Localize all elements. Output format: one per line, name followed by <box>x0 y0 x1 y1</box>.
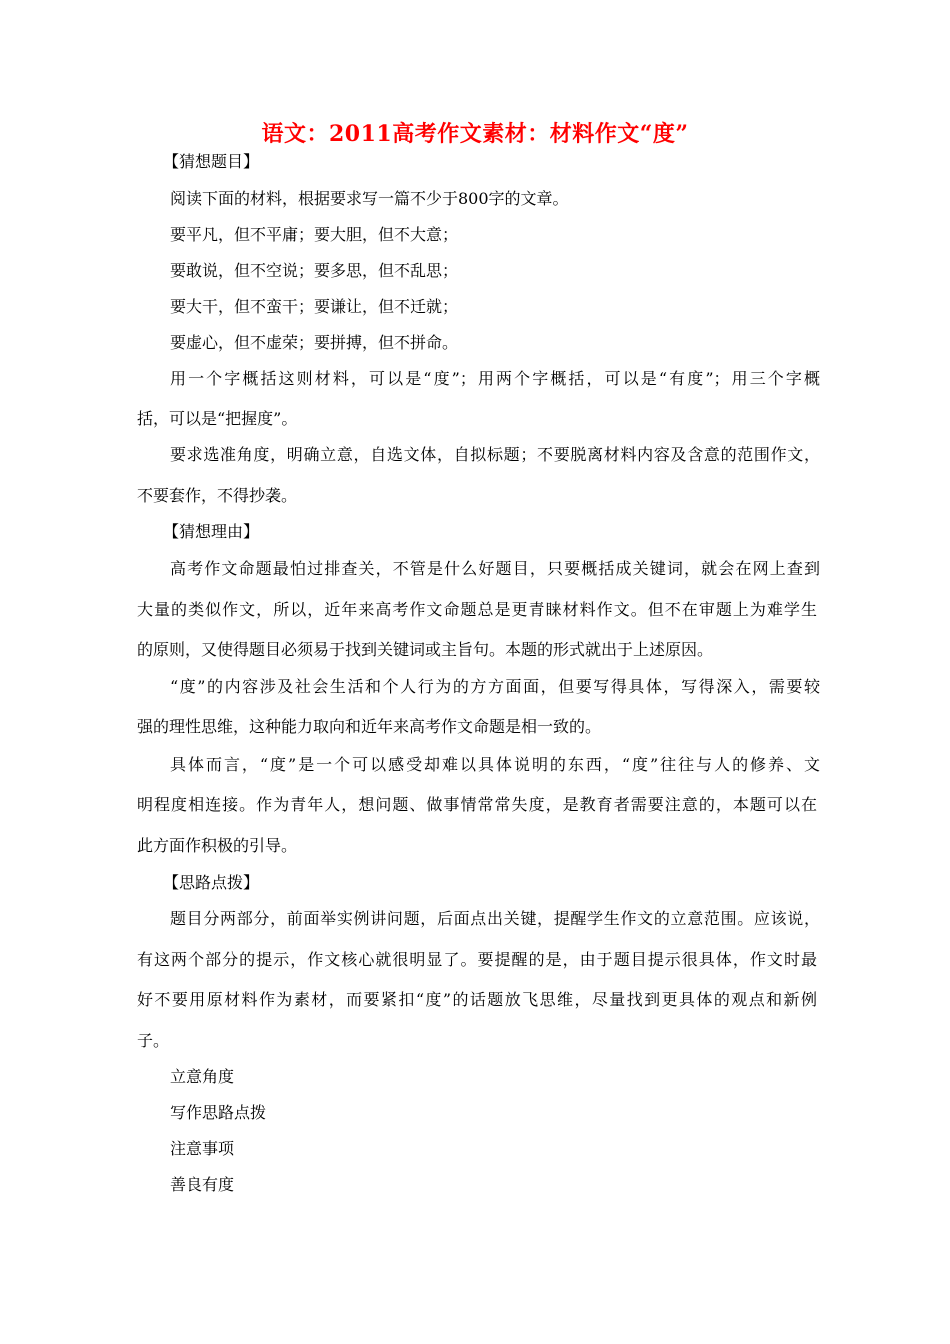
paragraph-line: 不要套作，不得抄袭。 <box>137 486 298 505</box>
paragraph: 要大干，但不蛮干；要谦让，但不迁就； <box>170 297 459 316</box>
paragraph-line: 好不要用原材料作为素材，而要紧扣“度”的话题放飞思维，尽量找到更具体的观点和新例 <box>137 990 817 1009</box>
paragraph-line: 括，可以是“把握度”。 <box>137 409 298 428</box>
page-title: 语文：2011高考作文素材：材料作文“度” <box>261 121 689 147</box>
paragraph-line: 的原则，又使得题目必须易于找到关键词或主旨句。本题的形式就出于上述原因。 <box>137 640 714 659</box>
paragraph-line: 大量的类似作文，所以，近年来高考作文命题总是更青睐材料作文。但不在审题上为难学生 <box>137 600 817 619</box>
paragraph-line: 题目分两部分，前面举实例讲问题，后面点出关键，提醒学生作文的立意范围。应该说， <box>170 909 820 928</box>
paragraph-line: 具体而言，“度”是一个可以感受却难以具体说明的东西，“度”往往与人的修养、文 <box>170 755 820 774</box>
paragraph-line: 用一个字概括这则材料，可以是“度”；用两个字概括，可以是“有度”；用三个字概 <box>170 369 820 388</box>
paragraph: 阅读下面的材料，根据要求写一篇不少于800字的文章。 <box>170 189 569 208</box>
paragraph: 要虚心，但不虚荣；要拼搏，但不拼命。 <box>170 333 459 352</box>
paragraph-line: 此方面作积极的引导。 <box>137 836 298 855</box>
paragraph-line: “度”的内容涉及社会生活和个人行为的方方面面，但要写得具体，写得深入，需要较 <box>170 677 820 696</box>
section-heading-idea-hints: 【思路点拨】 <box>163 873 260 892</box>
section-heading-guess-topic: 【猜想题目】 <box>163 152 260 171</box>
list-item: 注意事项 <box>170 1139 235 1158</box>
paragraph: 要平凡，但不平庸；要大胆，但不大意； <box>170 225 459 244</box>
list-item: 立意角度 <box>170 1067 235 1086</box>
section-heading-guess-reason: 【猜想理由】 <box>163 522 260 541</box>
paragraph-line: 有这两个部分的提示，作文核心就很明显了。要提醒的是，由于题目提示很具体，作文时最 <box>137 950 817 969</box>
paragraph-line: 要求选准角度，明确立意，自选文体，自拟标题；不要脱离材料内容及含意的范围作文， <box>170 445 820 464</box>
paragraph-line: 明程度相连接。作为青年人，想问题、做事情常常失度，是教育者需要注意的，本题可以在 <box>137 795 817 814</box>
paragraph-line: 强的理性思维，这种能力取向和近年来高考作文命题是相一致的。 <box>137 717 602 736</box>
list-item: 善良有度 <box>170 1175 235 1194</box>
paragraph-line: 高考作文命题最怕过排查关，不管是什么好题目，只要概括成关键词，就会在网上查到 <box>170 559 820 578</box>
paragraph-line: 子。 <box>137 1031 170 1050</box>
paragraph: 要敢说，但不空说；要多思，但不乱思； <box>170 261 459 280</box>
list-item: 写作思路点拨 <box>170 1103 267 1122</box>
